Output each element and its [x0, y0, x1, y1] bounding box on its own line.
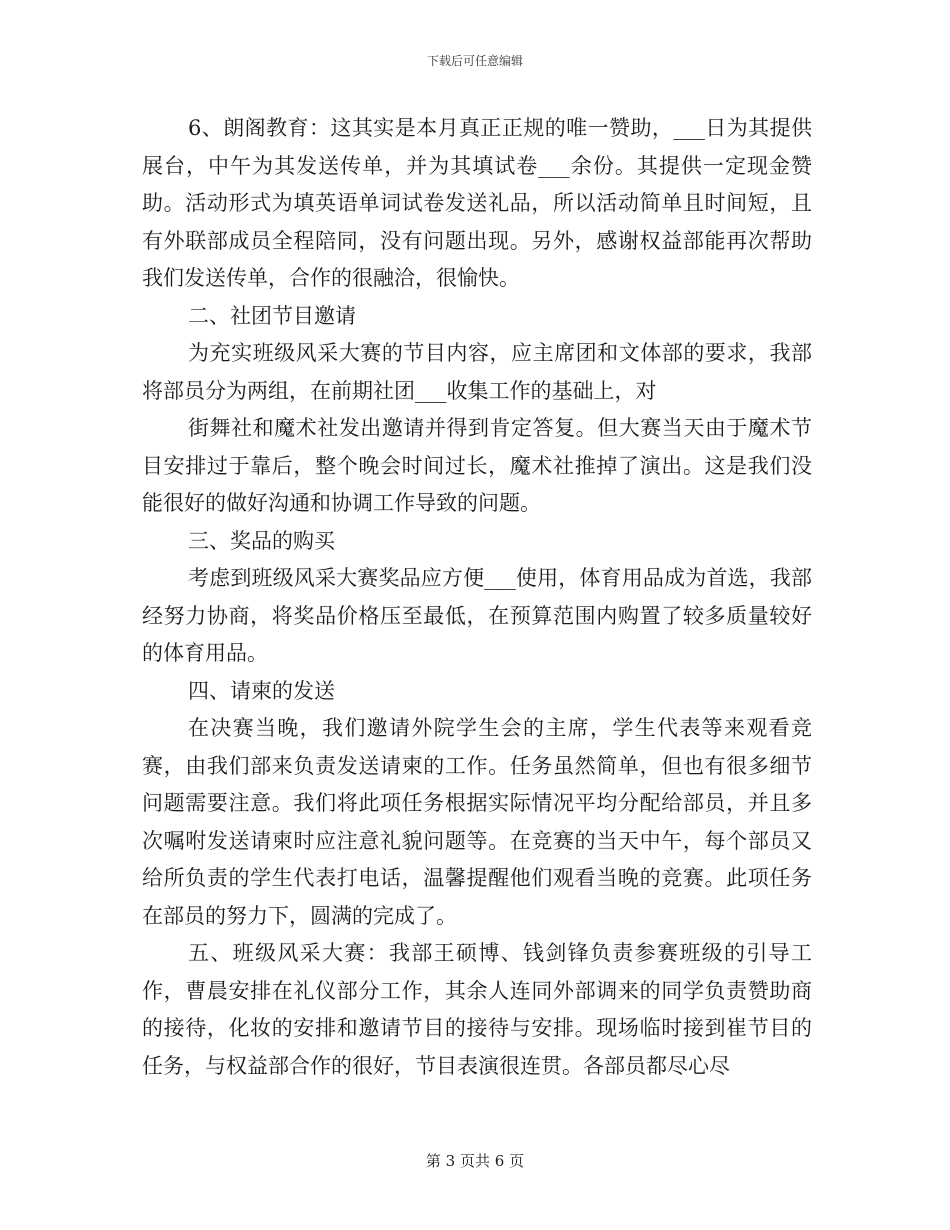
- paragraph-class-contest: 五、班级风采大赛：我部王硕博、钱剑锋负责参赛班级的引导工作，曹晨安排在礼仪部分工作，其余人连同外部调来的同学负责赞助商的接待，化妆的安排和邀请节目的接待与安排。现场临时接到崔节目的任务，与权益部合作的很好，节目表演很连贯。各部员都尽心尽: [142, 941, 812, 1078]
- section-heading-invitation-delivery: 四、请柬的发送: [188, 678, 335, 703]
- paragraph-lange-education: 6、朗阁教育：这其实是本月真正正规的唯一赞助，___日为其提供展台，中午为其发送传单，并为其填试卷___余份。其提供一定现金赞助。活动形式为填英语单词试卷发送礼品，所以活动简单且时间短，且有外联部成员全程陪同，没有问题出现。另外，感谢权益部能再次帮助我们发送传单，合作的很融洽，很愉快。: [142, 116, 812, 290]
- section-heading-prize-purchase: 三、奖品的购买: [188, 528, 335, 553]
- section-heading-club-programs: 二、社团节目邀请: [188, 303, 356, 328]
- page-header: 下载后可任意编辑: [426, 54, 523, 68]
- paragraph-prize-purchase: 考虑到班级风采大赛奖品应方便___使用，体育用品成为首选，我部经努力协商，将奖品价格压至最低，在预算范围内购置了较多质量较好的体育用品。: [142, 566, 812, 665]
- page-number: 第 3 页共 6 页: [425, 1152, 525, 1170]
- paragraph-club-invitation-continued: 街舞社和魔术社发出邀请并得到肯定答复。但大赛当天由于魔术节目安排过于靠后，整个晚会时间过长，魔术社推掉了演出。这是我们没能很好的做好沟通和协调工作导致的问题。: [142, 416, 812, 515]
- paragraph-club-invitation: 为充实班级风采大赛的节目内容，应主席团和文体部的要求，我部将部员分为两组，在前期社团___收集工作的基础上，对: [142, 341, 812, 403]
- paragraph-invitation-delivery: 在决赛当晚，我们邀请外院学生会的主席，学生代表等来观看竞赛，由我们部来负责发送请柬的工作。任务虽然简单，但也有很多细节问题需要注意。我们将此项任务根据实际情况平均分配给部员，并且多次嘱咐发送请柬时应注意礼貌问题等。在竞赛的当天中午，每个部员又给所负责的学生代表打电话，温馨提醒他们观看当晚的竞赛。此项任务在部员的努力下，圆满的完成了。: [142, 716, 812, 928]
- document-body: [142, 110, 812, 1085]
